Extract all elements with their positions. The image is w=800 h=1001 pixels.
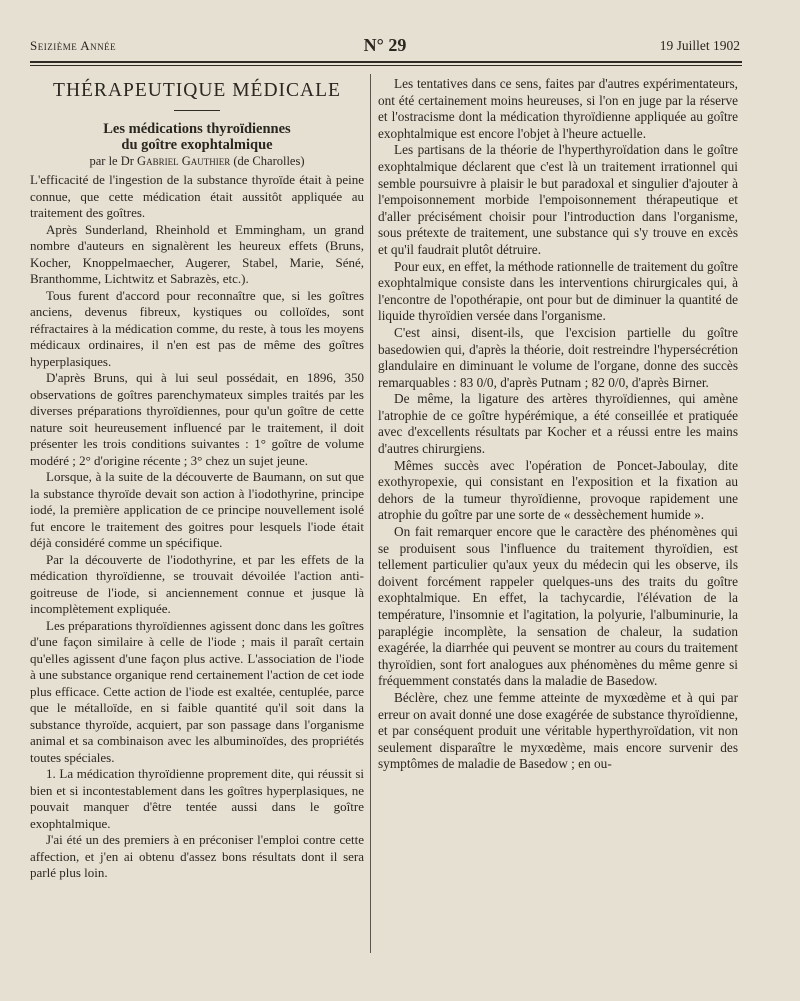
paragraph: Mêmes succès avec l'opération de Poncet-Jaboulay, dite exothyropexie, qui consistant en l'exposition et la fixation au dehors de la tumeur thyroïdienne, provoque rapidement une atrophie du goître par une sorte de « dessèchement humide ».: [378, 457, 738, 523]
volume-label: Seizième Année: [30, 38, 117, 53]
paragraph: Les tentatives dans ce sens, faites par d'autres expérimentateurs, ont été certainement moins heureuses, si l'on en juge par la réserve et l'ostracisme dont la médication thyroïdienne appliquée au goître exophtalmique est encore l'objet à l'heure actuelle.: [378, 76, 738, 141]
paragraph: Par la découverte de l'iodothyrine, et par les effets de la médication thyroïdienne, se trouvait dévoilée l'action anti-goitreuse de l'iode, si anciennement connue et jusque là incomplètement expliquée.: [30, 551, 364, 616]
byline-suffix: (de Charolles): [233, 154, 305, 168]
issue-number: N° 29: [363, 35, 407, 55]
issue-date: 19 Juillet 1902: [659, 38, 740, 53]
paragraph: 1. La médication thyroïdienne proprement dite, qui réussit si bien et si incontestablement dans les goîtres hyperplasiques, ne pouvait manquer d'être tentée aussi dans le goître exophtalmique.: [30, 766, 364, 831]
paragraph: Lorsque, à la suite de la découverte de Baumann, on sut que la substance thyroïde devait son action à l'iodothyrine, principe iodé, la première application de ce principe nouvellement isolé fut encore le traitement des goitres pour lesquels l'iode était déjà considéré comme un spécifique.: [30, 469, 364, 550]
title-rule: [174, 110, 220, 111]
header-rule-thin: [30, 65, 742, 66]
left-column: [30, 76, 364, 882]
byline: [30, 153, 364, 170]
header-rule-thick: [30, 61, 742, 63]
paragraph: On fait remarquer encore que le caractère des phénomènes qui se produisent sous l'influence du traitement thyroïdien, est tellement particulier qu'aux yeux du médecin qui les observe, ils doivent forcément rappeler quelques-uns des traits du goître exophtalmique. En effet, la tachycardie, l'élévation de la température, l'insomnie et l'agitation, la polyurie, l'albuminurie, la paraplégie incomplète, la sensation de chaleur, la sudation exagérée, la diarrhée qui peuvent se montrer au cours du traitement thyroïdien, sont fort analogues aux phénomènes du même genre si fréquemment constatés dans la maladie de Basedow.: [378, 524, 738, 689]
paragraph: Pour eux, en effet, la méthode rationnelle de traitement du goître exophtalmique consiste dans les interventions chirurgicales qui, à l'encontre de l'opothérapie, ont pour but de diminuer la quantité de liquide thyroïdien versée dans l'organisme.: [378, 258, 738, 324]
paragraph: Les préparations thyroïdiennes agissent donc dans les goîtres d'une façon similaire à celle de l'iode ; mais il paraît certain qu'elles agissent d'une façon plus active. L'association de l'iode à une substance organique rend certainement l'action de cet iode plus efficace. Cette action de l'iode est exaltée, centuplée, parce que le métalloïde, en si faible quantité qu'il soit dans la substance thyroïde, acquiert, par son passage dans l'organisme animal et sa combinaison avec les albuminoïdes, des propriétés toutes spéciales.: [30, 617, 364, 765]
paragraph: De même, la ligature des artères thyroïdiennes, qui amène l'atrophie de ce goître hypérémique, a été conseillée et pratiquée avec d'excellents résultats par Kocher et a réussi entre les mains d'autres chirurgiens.: [378, 391, 738, 457]
paragraph: Béclère, chez une femme atteinte de myxœdème et à qui par erreur on avait donné une dose exagérée de substance thyroïdienne, et par conséquent produit une véritable hyperthyroïdation, vit non seulement disparaître le myxœdème, mais encore survenir des symptômes de maladie de Basedow ; en ou-: [378, 689, 738, 772]
paragraph: Tous furent d'accord pour reconnaître que, si les goîtres anciens, devenus fibreux, kystiques ou colloïdes, sont réfractaires à la médication comme, du reste, à tous les moyens médicaux ordinaires, il n'en est pas de même des goîtres hyperplasiques.: [30, 287, 364, 369]
paragraph: Après Sunderland, Rheinhold et Emmingham, un grand nombre d'auteurs en signalèrent les heureux effets (Bruns, Kocher, Knoppelmaecher, Augerer, Stabel, Marie, Séné, Branthomme, Lichtwitz et Sabrazès, etc.).: [30, 221, 364, 286]
article-title-line-2: du goître exophtalmique: [121, 137, 273, 153]
byline-author: Gabriel Gauthier: [137, 154, 231, 168]
paragraph: D'après Bruns, qui à lui seul possédait, en 1896, 350 observations de goîtres parenchymateux simples traités par les diverses préparations thyroïdiennes, pour qu'un goître de cette nature soit heureusement influencé par le traitement, il doit présenter les trois conditions suivantes : 1° goître de volume modéré ; 2° d'origine récente ; 3° chez un sujet jeune.: [30, 370, 364, 468]
paragraph: J'ai été un des premiers à en préconiser l'emploi contre cette affection, et j'en ai obtenu d'assez bons résultats dont il sera parlé plus loin.: [30, 832, 364, 880]
right-column: [378, 76, 738, 773]
byline-prefix: par le Dr: [89, 154, 134, 168]
paragraph: C'est ainsi, disent-ils, que l'excision partielle du goître basedowien qui, d'après la théorie, doit restreindre l'hypersécrétion glandulaire en diminuant le volume de l'organe, donne des succès remarquables : 83 0/0, d'après Putnam ; 82 0/0, d'après Birner.: [378, 324, 738, 390]
paragraph: L'efficacité de l'ingestion de la substance thyroïde était à peine connue, que cette médication était aussitôt appliquée au traitement des goîtres.: [30, 172, 364, 220]
section-title: THÉRAPEUTIQUE MÉDICALE: [53, 80, 341, 101]
article-title-line-1: Les médications thyroïdiennes: [103, 121, 291, 137]
column-divider: [370, 74, 371, 953]
running-head: [30, 35, 740, 60]
paragraph: Les partisans de la théorie de l'hyperthyroïdation dans le goître exophtalmique déclarent que c'est là un traitement irrationnel qui semble poursuivre à plaisir le but paradoxal et singulier d'ajouter à l'empoisonnement morbide l'empoisonnement thérapeutique et d'aller précisément choisir pour l'introduction dans l'organisme, sous prétexte de traitement, une substance qui s'y trouve en excès et qu'il faudrait plutôt détruire.: [378, 142, 738, 257]
